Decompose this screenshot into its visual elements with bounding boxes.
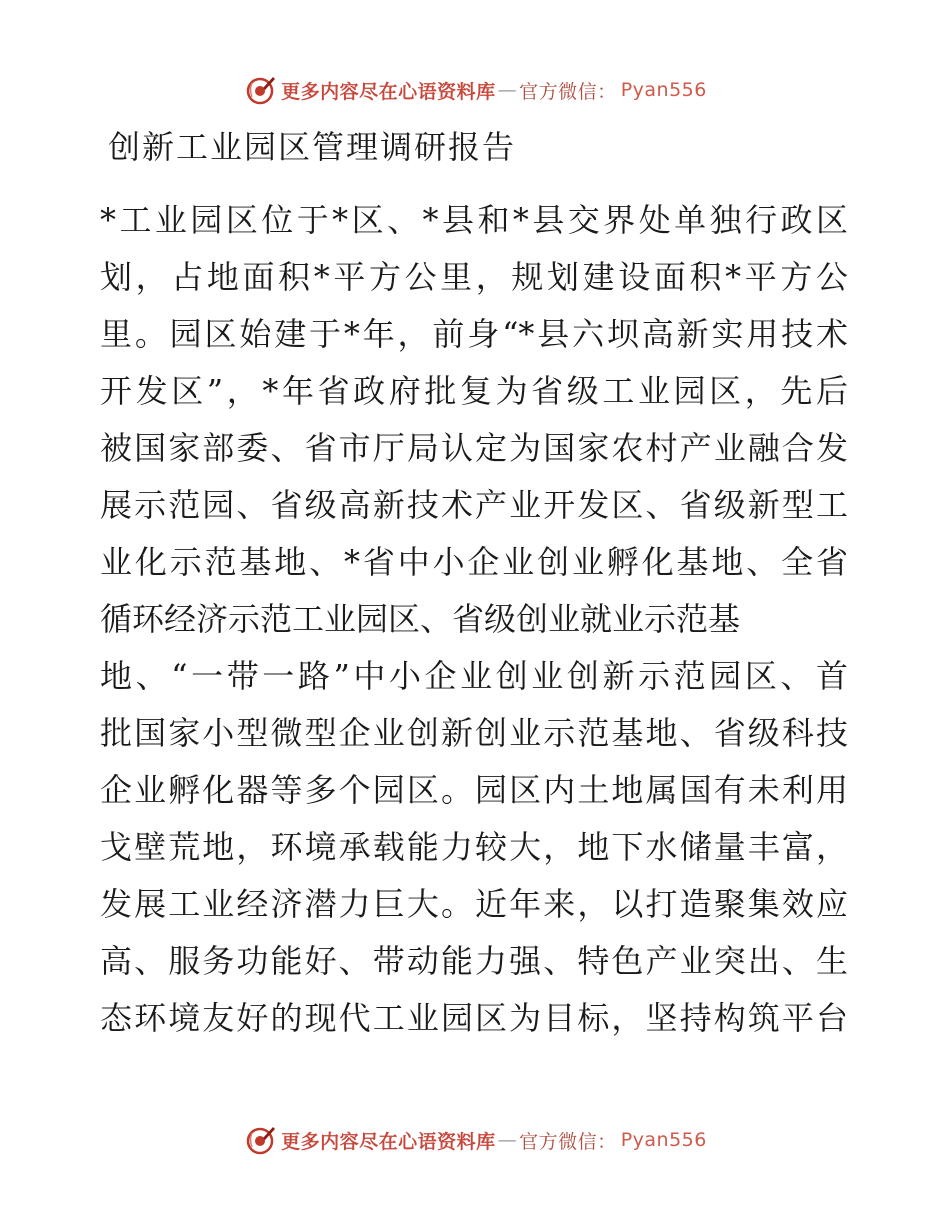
brand-logo-icon	[243, 73, 277, 107]
body-line: *工业园区位于*区、*县和*县交界处单独行政区	[100, 201, 848, 239]
footer-wechat-id: Pyan556	[620, 1129, 707, 1151]
footer-dash: —	[497, 1129, 518, 1151]
footer-site-text: 更多内容尽在心语资料库	[281, 1130, 496, 1153]
header-watermark	[0, 70, 950, 110]
body-line: 业化示范基地、*省中小企业创业孵化基地、全省	[100, 543, 848, 581]
body-line: 高、服务功能好、带动能力强、特色产业突出、生	[100, 942, 848, 980]
header-wechat-id: Pyan556	[620, 79, 707, 101]
body-line: 展示范园、省级高新技术产业开发区、省级新型工	[100, 486, 848, 524]
body-line: 戈壁荒地，环境承载能力较大，地下水储量丰富，	[100, 828, 848, 866]
footer-official-text: 官方微信：	[519, 1130, 617, 1153]
body-line: 被国家部委、省市厅局认定为国家农村产业融合发	[100, 429, 848, 467]
body-line: 批国家小型微型企业创新创业示范基地、省级科技	[100, 714, 848, 752]
body-line: 里。园区始建于*年，前身“*县六坝高新实用技术	[100, 315, 848, 353]
footer-watermark	[0, 1120, 950, 1160]
document-body	[100, 192, 848, 1047]
body-line: 开发区”，*年省政府批复为省级工业园区，先后	[100, 372, 848, 410]
header-site-text: 更多内容尽在心语资料库	[281, 80, 496, 103]
brand-logo-icon	[243, 1123, 277, 1157]
body-line: 地、“一带一路”中小企业创业创新示范园区、首	[100, 657, 848, 695]
document-title: 创新工业园区管理调研报告	[108, 128, 517, 166]
header-dash: —	[497, 79, 518, 101]
body-line: 发展工业经济潜力巨大。近年来，以打造聚集效应	[100, 885, 848, 923]
body-line: 循环经济示范工业园区、省级创业就业示范基	[100, 600, 741, 638]
header-official-text: 官方微信：	[519, 80, 617, 103]
body-line: 划，占地面积*平方公里，规划建设面积*平方公	[100, 258, 848, 296]
body-line: 企业孵化器等多个园区。园区内土地属国有未利用	[100, 771, 848, 809]
body-line: 态环境友好的现代工业园区为目标，坚持构筑平台	[100, 999, 848, 1037]
